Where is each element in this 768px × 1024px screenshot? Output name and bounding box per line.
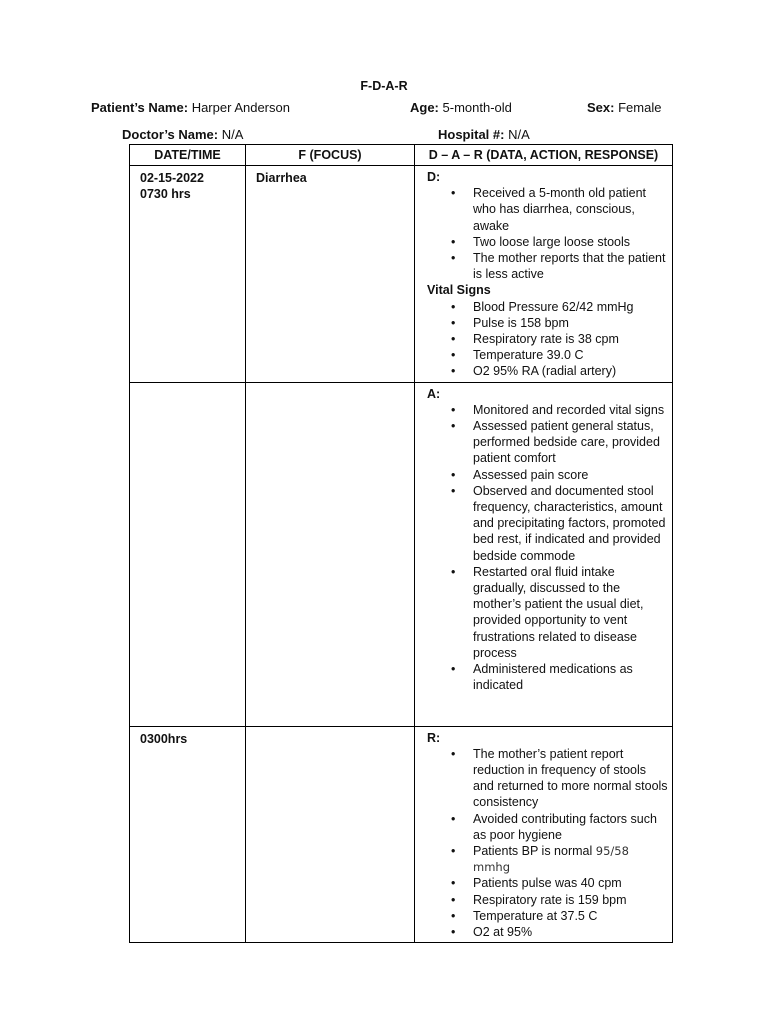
action-section-label: A: <box>427 386 441 401</box>
list-item <box>473 843 668 875</box>
table-row <box>130 726 673 943</box>
list-item: • Temperature 39.0 C <box>473 347 668 363</box>
focus-text <box>246 383 414 387</box>
vital-signs-label: Vital Signs <box>427 283 491 298</box>
hospital-value: N/A <box>508 127 530 142</box>
patient-name-label: Patient’s Name: <box>91 100 189 115</box>
focus-cell <box>246 166 415 383</box>
list-item: • Respiratory rate is 38 cpm <box>473 331 668 347</box>
bp-text: Patients BP is normal <box>473 844 593 859</box>
header-focus: F (FOCUS) <box>246 145 415 166</box>
list-item: • Assessed patient general status, performed bedside care, provided patient comfort <box>473 418 668 467</box>
header-date-time: DATE/TIME <box>130 145 246 166</box>
list-item: • Assessed pain score <box>473 467 668 483</box>
dar-cell <box>415 166 673 383</box>
list-item: • O2 95% RA (radial artery) <box>473 363 668 379</box>
list-item: • Pulse is 158 bpm <box>473 315 668 331</box>
fdar-table <box>129 144 673 943</box>
dar-cell <box>415 382 673 726</box>
list-item: • Avoided contributing factors such as poor hygiene <box>473 811 668 843</box>
list-item: • Respiratory rate is 159 bpm <box>473 892 668 908</box>
list-item: • Temperature at 37.5 C <box>473 908 668 924</box>
patient-name-value: Harper Anderson <box>191 100 290 115</box>
action-list <box>427 402 672 694</box>
doctor-label: Doctor’s Name: <box>122 127 219 142</box>
sex-line <box>587 100 661 115</box>
list-item: • The mother’s patient report reduction in frequency of stools and returned to more normal stools consistency <box>473 746 668 811</box>
hospital-line <box>438 127 530 142</box>
list-item: • Monitored and recorded vital signs <box>473 402 668 418</box>
list-item: • Administered medications as indicated <box>473 661 668 693</box>
doctor-line <box>122 127 243 142</box>
table-row <box>130 166 673 383</box>
sex-label: Sex: <box>587 100 615 115</box>
document-title: F-D-A-R <box>360 79 408 93</box>
response-list <box>427 746 672 940</box>
dar-cell <box>415 726 673 943</box>
bp-unit: mmhg <box>473 860 510 875</box>
vital-signs-list <box>427 299 672 380</box>
data-section-label: D: <box>427 170 441 184</box>
table-header-row <box>130 145 673 166</box>
list-item: • Observed and documented stool frequency, characteristics, amount and precipitating factors, promoted bed rest, if indicated and provided bedside commode <box>473 483 668 564</box>
list-item: • Two loose large loose stools <box>473 234 668 250</box>
table-row <box>130 382 673 726</box>
age-line <box>410 100 512 115</box>
list-item: • The mother reports that the patient is less active <box>473 250 668 282</box>
date-time-cell <box>130 726 246 943</box>
entry-time: 0300hrs <box>140 731 188 746</box>
patient-name-line <box>91 100 290 115</box>
list-item: • Restarted oral fluid intake gradually, discussed to the mother’s patient the usual diet, provided opportunity to vent frustrations related to disease process <box>473 564 668 661</box>
entry-time: 0730 hrs <box>140 187 191 201</box>
date-time-cell <box>130 166 246 383</box>
doctor-value: N/A <box>221 127 244 142</box>
data-list <box>427 185 672 282</box>
hospital-label: Hospital #: <box>438 127 505 142</box>
list-item: • Patients pulse was 40 cpm <box>473 875 668 891</box>
focus-cell <box>246 382 415 726</box>
focus-cell <box>246 726 415 943</box>
list-item: • Received a 5-month old patient who has diarrhea, conscious, awake <box>473 185 668 234</box>
sex-value: Female <box>618 100 662 115</box>
focus-text <box>246 727 414 731</box>
entry-date: 02-15-2022 <box>140 171 204 185</box>
header-dar: D – A – R (DATA, ACTION, RESPONSE) <box>415 145 673 166</box>
focus-text: Diarrhea <box>256 171 307 185</box>
list-item: • O2 at 95% <box>473 924 668 940</box>
age-label: Age: <box>410 100 439 115</box>
response-section-label: R: <box>427 730 441 745</box>
date-time-cell <box>130 382 246 726</box>
bp-value: 95/58 <box>595 844 629 859</box>
age-value: 5-month-old <box>442 100 512 115</box>
list-item: • Blood Pressure 62/42 mmHg <box>473 299 668 315</box>
